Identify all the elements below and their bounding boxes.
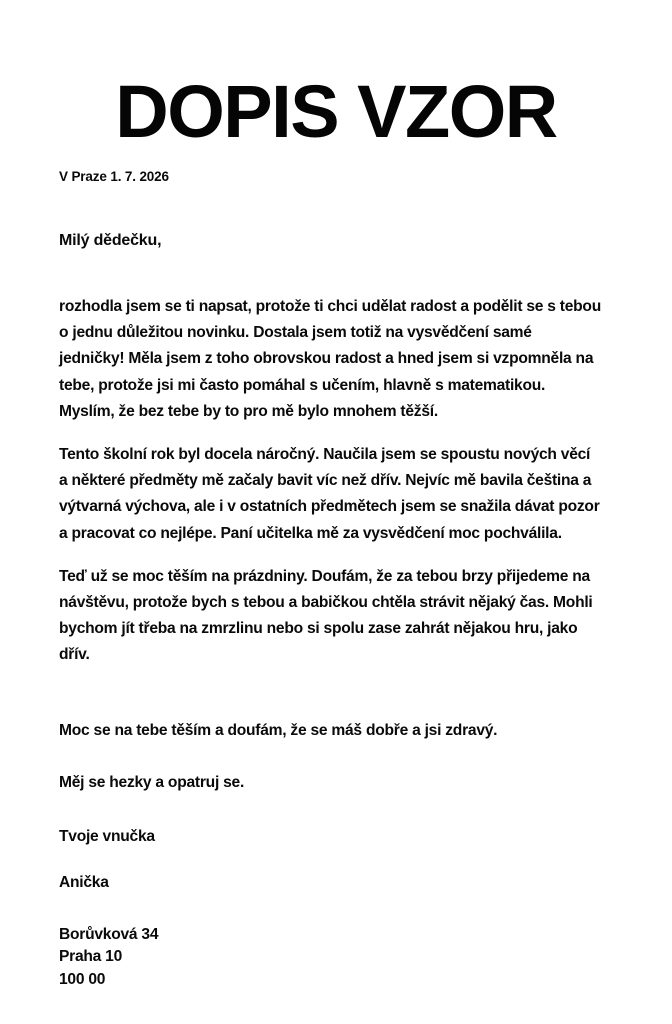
- signoff-role: Tvoje vnučka: [59, 827, 155, 845]
- address-block: [59, 924, 601, 992]
- spacer-before-signoff: [59, 796, 601, 825]
- spacer-before-address: [59, 895, 601, 924]
- spacer-between-signoff: [59, 849, 601, 871]
- letter-paragraph-3: Teď už se moc těším na prázdniny. Doufám, že za tebou brzy přijedeme na návštěvu, protože bych s tebou a babičkou chtěla strávit nějaký čas. Mohli bychom jít třeba na zmrzlinu nebo si spolu zase zahrát nějakou hru, jako dřív.: [59, 567, 593, 664]
- address-street: Borůvková 34: [59, 925, 159, 943]
- page-title: DOPIS VZOR: [115, 69, 557, 153]
- letter-paragraph-2: Tento školní rok byl docela náročný. Naučila jsem se spoustu nových věcí a některé předměty mě začaly bavit víc než dřív. Nejvíc mě bavila čeština a výtvarná výchova, ale i v ostatních předmětech jsem se snažila dávat pozor a pracovat co nejlépe. Paní učitelka mě za vysvědčení moc pochválila.: [59, 446, 600, 542]
- letter-paragraph-1: rozhodla jsem se ti napsat, protože ti chci udělat radost a podělit se s tebou o jednu důležitou novinku. Dostala jsem totiž na vysvědčení samé jedničky! Měla jsem z toho obrovskou radost a hned jsem si vzpomněla na tebe, protože jsi mi často pomáhal s učením, hlavně s matematikou. Myslím, že bez tebe by to pro mě bylo mnohem těžší.: [59, 298, 601, 420]
- spacer-before-farewell: [59, 744, 601, 770]
- spacer-before-closing: [59, 689, 601, 718]
- date-line: V Praze 1. 7. 2026: [59, 169, 169, 184]
- closing-wish: Moc se na tebe těším a doufám, že se máš dobře a jsi zdravý.: [59, 721, 498, 739]
- letter-body: [59, 168, 601, 991]
- farewell-line: Měj se hezky a opatruj se.: [59, 773, 245, 791]
- signoff-name: Anička: [59, 873, 109, 891]
- address-postal-code: 100 00: [59, 970, 106, 988]
- salutation: Milý dědečku,: [59, 232, 162, 249]
- address-city: Praha 10: [59, 948, 123, 966]
